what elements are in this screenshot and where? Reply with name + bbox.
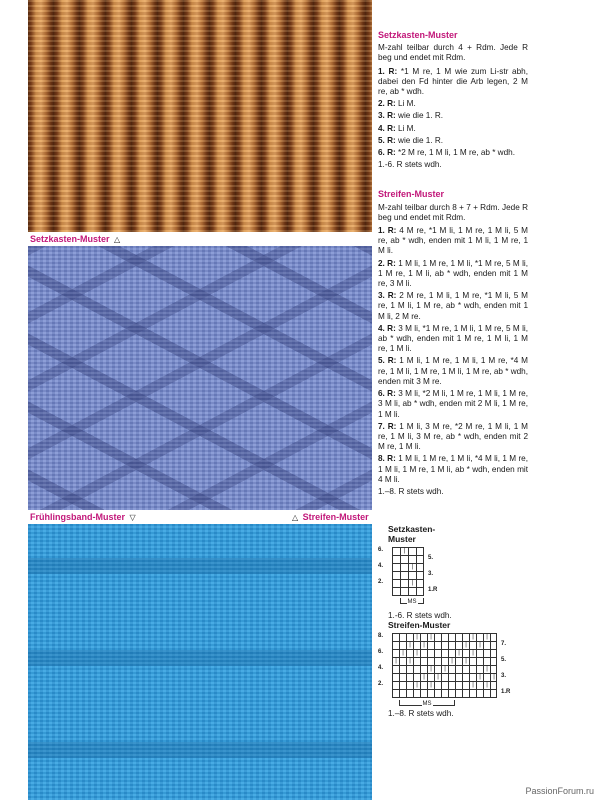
stitch-cell xyxy=(399,681,406,689)
stitch-cell xyxy=(448,689,455,697)
row-label: 3. xyxy=(428,571,434,577)
stitch-cell xyxy=(455,689,462,697)
stitch-cell xyxy=(441,633,448,641)
stitch-cell xyxy=(392,649,399,657)
row-text: 3 M li, *1 M re, 1 M li, 1 M re, 5 M li, ab * wdh, enden mit 1 M re, 1 M li, 1 M re, 1 M li. xyxy=(378,323,529,354)
stitch-cell xyxy=(448,633,455,641)
instruction-row xyxy=(378,356,528,387)
row-number: 2. R: xyxy=(378,258,396,268)
stitch-cell xyxy=(399,673,406,681)
instruction-row xyxy=(378,99,528,109)
chart-title-line: Setzkasten- xyxy=(388,524,436,534)
triangle-up-icon: △ xyxy=(292,513,299,522)
stitch-cell xyxy=(400,563,408,571)
row-text: 4 M re, *1 M li, 1 M re, 1 M li, 5 M re, ab * wdh, enden mit 1 M li, 1 M re, 1 M li. xyxy=(378,226,528,256)
stitch-cell xyxy=(392,579,400,587)
stitch-cell xyxy=(413,657,420,665)
stitch-cell xyxy=(427,641,434,649)
stitch-cell: | xyxy=(408,579,416,587)
stitch-cell xyxy=(400,587,408,595)
stitch-cell xyxy=(448,681,455,689)
streifen-intro: M-zahl teilbar durch 8 + 7 + Rdm. Jede R beg und endet mit Rdm. xyxy=(378,202,528,222)
stitch-cell xyxy=(413,673,420,681)
stitch-cell xyxy=(434,689,441,697)
stitch-cell: | xyxy=(420,641,427,649)
instruction-row xyxy=(378,454,528,485)
stitch-cell xyxy=(441,689,448,697)
stitch-cell xyxy=(469,673,476,681)
stitch-grid xyxy=(392,547,424,596)
row-number: 3. R: xyxy=(378,111,396,121)
ms-label: MS xyxy=(407,599,417,605)
stitch-cell xyxy=(462,665,469,673)
stitch-cell xyxy=(392,633,399,641)
stitch-cell xyxy=(399,689,406,697)
chart-title-line: Muster xyxy=(388,534,416,544)
stitch-cell xyxy=(476,649,483,657)
stitch-cell xyxy=(441,641,448,649)
stitch-cell: | xyxy=(490,673,497,681)
row-text: 1 M li, 3 M re, *2 M re, 1 M li, 1 M re, 1 M li, 3 M re, ab * wdh, enden mit 2 M re, 1 M li. xyxy=(378,421,528,452)
stitch-cell xyxy=(399,665,406,673)
stitch-cell xyxy=(490,641,497,649)
stitch-cell xyxy=(448,649,455,657)
stitch-cell xyxy=(392,571,400,579)
instruction-row xyxy=(378,422,528,453)
row-label: 8. xyxy=(378,633,384,639)
stitch-cell xyxy=(434,649,441,657)
row-label: 6. xyxy=(378,547,384,553)
stitch-cell xyxy=(392,547,400,555)
stitch-cell: | xyxy=(406,641,413,649)
stitch-cell: | xyxy=(483,665,490,673)
row-label: 2. xyxy=(378,681,384,687)
stitch-cell xyxy=(434,633,441,641)
stitch-cell xyxy=(420,681,427,689)
row-number: 5. R: xyxy=(378,356,397,366)
stitch-cell xyxy=(490,681,497,689)
row-label: 7. xyxy=(501,641,507,647)
row-number: 5. R: xyxy=(378,135,396,145)
ms-marker xyxy=(399,700,455,706)
triangle-down-icon: ▽ xyxy=(129,513,136,522)
row-text: Li M. xyxy=(398,123,416,133)
stitch-cell xyxy=(416,587,424,595)
stitch-cell xyxy=(434,641,441,649)
stitch-cell xyxy=(490,657,497,665)
stitch-cell xyxy=(490,665,497,673)
row-number: 1. R: xyxy=(378,226,397,236)
stitch-cell xyxy=(392,673,399,681)
row-number: 4. R: xyxy=(378,123,396,133)
chart-streifen xyxy=(378,620,528,718)
stitch-cell xyxy=(455,665,462,673)
stitch-cell: | xyxy=(413,649,420,657)
row-label: 6. xyxy=(378,649,384,655)
stitch-cell xyxy=(406,673,413,681)
ms-marker xyxy=(400,598,424,604)
stitch-cell xyxy=(455,673,462,681)
stitch-cell xyxy=(455,633,462,641)
row-label: 5. xyxy=(501,657,507,663)
stitch-cell xyxy=(483,641,490,649)
stitch-cell xyxy=(469,657,476,665)
stitch-cell: | xyxy=(392,657,399,665)
stitch-cell: | xyxy=(406,657,413,665)
section-title-streifen: Streifen-Muster xyxy=(378,189,445,200)
fruehlingsband-swatch-photo xyxy=(28,524,372,800)
row-number: 6. R: xyxy=(378,148,396,158)
stitch-cell: | xyxy=(427,681,434,689)
stitch-cell xyxy=(448,673,455,681)
row-label: 4. xyxy=(378,563,384,569)
instruction-row xyxy=(378,324,528,355)
row-text: 1 M li, 1 M re, 1 M li, *1 M re, 5 M li, 1 M re, 1 M li, ab * wdh, enden mit 1 M re, 3 M li. xyxy=(378,258,529,289)
caption-fruehlingsband xyxy=(30,512,138,522)
stitch-cell xyxy=(434,681,441,689)
stitch-cell xyxy=(448,641,455,649)
stitch-cell xyxy=(448,665,455,673)
stitch-cell xyxy=(420,665,427,673)
stitch-cell xyxy=(399,657,406,665)
stitch-cell xyxy=(392,681,399,689)
stitch-cell xyxy=(469,641,476,649)
row-label: 1.R xyxy=(428,587,438,593)
caption-label: Frühlingsband-Muster xyxy=(30,512,125,522)
stitch-cell xyxy=(434,657,441,665)
stitch-cell xyxy=(392,665,399,673)
instruction-row xyxy=(378,136,528,146)
stitch-cell: | xyxy=(469,649,476,657)
row-label: 4. xyxy=(378,665,384,671)
stitch-cell xyxy=(406,633,413,641)
instruction-row xyxy=(378,124,528,134)
stitch-cell xyxy=(476,689,483,697)
row-text: Li M. xyxy=(398,99,416,109)
stitch-cell xyxy=(400,571,408,579)
setzkasten-outro: 1.-6. R stets wdh. xyxy=(378,160,442,170)
setzkasten-intro: M-zahl teilbar durch 4 + Rdm. Jede R beg und endet mit Rdm. xyxy=(378,43,528,63)
instruction-row xyxy=(378,226,528,257)
stitch-cell xyxy=(400,555,408,563)
row-number: 7. R: xyxy=(378,421,397,431)
row-number: 8. R: xyxy=(378,454,396,464)
watermark: PassionForum.ru xyxy=(525,786,594,796)
stitch-cell xyxy=(399,641,406,649)
row-text: wie die 1. R. xyxy=(398,135,444,145)
stitch-cell xyxy=(483,649,490,657)
stitch-cell xyxy=(406,649,413,657)
chart-footnote: 1.–8. R stets wdh. xyxy=(388,709,454,718)
chart-title xyxy=(388,524,498,544)
stitch-cell: | xyxy=(476,641,483,649)
triangle-up-icon: △ xyxy=(114,235,121,244)
stitch-cell xyxy=(469,689,476,697)
stitch-cell xyxy=(406,665,413,673)
chart-grid-wrap xyxy=(378,547,498,605)
ms-label: MS xyxy=(422,701,432,707)
stitch-cell xyxy=(434,665,441,673)
instruction-row xyxy=(378,148,528,158)
row-number: 6. R: xyxy=(378,389,396,399)
instruction-row xyxy=(378,111,528,121)
row-label: 2. xyxy=(378,579,384,585)
row-label: 5. xyxy=(428,555,434,561)
caption-setzkasten xyxy=(30,234,122,244)
instructions-column xyxy=(378,30,528,500)
row-text: 2 M re, 1 M li, 1 M re, *1 M li, 5 M re, 1 M li, 1 M re, ab * wdh, enden mit 1 M li, 2 M re. xyxy=(378,291,528,321)
stitch-cell: | xyxy=(441,665,448,673)
streifen-outro: 1.–8. R stets wdh. xyxy=(378,486,444,496)
stitch-cell xyxy=(400,579,408,587)
caption-label: Setzkasten-Muster xyxy=(30,234,110,244)
caption-label: Streifen-Muster xyxy=(302,512,369,522)
row-text: 1 M li, 1 M re, 1 M li, *4 M li, 1 M re, 1 M li, 1 M re, 1 M li, ab * wdh, enden mit 4 M li. xyxy=(378,454,529,484)
setzkasten-blue-swatch-photo xyxy=(28,246,372,510)
stitch-cell: | xyxy=(462,641,469,649)
stitch-cell xyxy=(476,665,483,673)
stitch-cell xyxy=(413,641,420,649)
stitch-cell xyxy=(408,555,416,563)
stitch-cell xyxy=(416,563,424,571)
stitch-cell xyxy=(490,689,497,697)
stitch-cell xyxy=(469,665,476,673)
setzkasten-rows xyxy=(378,67,528,159)
stitch-cell xyxy=(416,579,424,587)
stitch-cell xyxy=(427,689,434,697)
stitch-cell: | xyxy=(413,633,420,641)
streifen-rows xyxy=(378,226,528,485)
stitch-cell xyxy=(420,689,427,697)
stitch-cell xyxy=(476,657,483,665)
stitch-cell: | xyxy=(476,673,483,681)
chart-title: Streifen-Muster xyxy=(388,620,451,630)
row-label: 3. xyxy=(501,673,507,679)
row-text: *2 M re, 1 M li, 1 M re, ab * wdh. xyxy=(398,148,515,158)
chart-setzkasten xyxy=(378,524,498,620)
row-number: 4. R: xyxy=(378,323,396,333)
stitch-cell: | xyxy=(400,547,408,555)
instruction-row xyxy=(378,389,528,420)
stitch-cell xyxy=(462,649,469,657)
stitch-cell xyxy=(441,681,448,689)
row-label: 1.R xyxy=(501,689,511,695)
row-number: 3. R: xyxy=(378,291,397,301)
stitch-cell: | xyxy=(427,665,434,673)
stitch-cell xyxy=(408,571,416,579)
stitch-cell xyxy=(413,665,420,673)
stitch-cell: | xyxy=(408,563,416,571)
stitch-cell xyxy=(483,657,490,665)
stitch-cell: | xyxy=(462,657,469,665)
stitch-cell: | xyxy=(469,681,476,689)
stitch-cell xyxy=(406,681,413,689)
stitch-cell xyxy=(420,657,427,665)
stitch-cell xyxy=(455,681,462,689)
stitch-cell xyxy=(416,547,424,555)
stitch-cell xyxy=(490,649,497,657)
stitch-cell xyxy=(392,587,400,595)
stitch-cell: | xyxy=(427,633,434,641)
stitch-cell xyxy=(483,673,490,681)
stitch-cell xyxy=(408,547,416,555)
stitch-cell xyxy=(427,657,434,665)
row-text: *1 M re, 1 M wie zum Li-str abh, dabei den Fd hinter die Arb legen, 2 M re, ab * wdh. xyxy=(378,66,528,97)
stitch-grid xyxy=(392,633,497,698)
stitch-cell xyxy=(455,657,462,665)
stitch-cell: | xyxy=(483,681,490,689)
stitch-cell xyxy=(399,633,406,641)
stitch-cell xyxy=(462,633,469,641)
stitch-cell: | xyxy=(399,649,406,657)
chart-footnote: 1.-6. R stets wdh. xyxy=(388,611,452,620)
stitch-cell xyxy=(408,587,416,595)
stitch-cell: | xyxy=(469,633,476,641)
row-text: 1 M li, 1 M re, 1 M li, 1 M re, *4 M re, 1 M li, 1 M re, 1 M li, 1 M re, ab * wdh, enden mit 3 M re. xyxy=(378,356,528,386)
row-text: wie die 1. R. xyxy=(398,111,444,121)
row-number: 1. R: xyxy=(378,66,398,76)
stitch-cell: | xyxy=(413,681,420,689)
stitch-cell xyxy=(490,633,497,641)
stitch-cell xyxy=(392,555,400,563)
stitch-cell xyxy=(427,673,434,681)
stitch-cell xyxy=(476,681,483,689)
instruction-row xyxy=(378,291,528,322)
stitch-cell xyxy=(406,689,413,697)
stitch-cell xyxy=(427,649,434,657)
stitch-cell xyxy=(420,649,427,657)
stitch-cell xyxy=(441,657,448,665)
stitch-cell xyxy=(462,681,469,689)
stitch-cell xyxy=(476,633,483,641)
stitch-cell xyxy=(416,555,424,563)
stitch-cell: | xyxy=(420,673,427,681)
instruction-row xyxy=(378,67,528,98)
stitch-cell xyxy=(483,689,490,697)
chart-grid-wrap xyxy=(378,633,528,707)
row-number: 2. R: xyxy=(378,99,396,109)
caption-streifen xyxy=(290,512,369,522)
stitch-cell xyxy=(392,563,400,571)
stitch-cell xyxy=(455,641,462,649)
stitch-cell xyxy=(413,689,420,697)
section-title-setzkasten: Setzkasten-Muster xyxy=(378,30,458,40)
stitch-cell: | xyxy=(448,657,455,665)
stitch-cell xyxy=(441,649,448,657)
stitch-cell: | xyxy=(483,633,490,641)
instruction-row xyxy=(378,259,528,290)
stitch-cell xyxy=(441,673,448,681)
stitch-cell: | xyxy=(434,673,441,681)
stitch-cell xyxy=(462,689,469,697)
stitch-cell xyxy=(392,689,399,697)
row-text: 3 M li, *2 M li, 1 M re, 1 M li, 1 M re, 3 M li, ab * wdh, enden mit 2 M li, 1 M re, 1 M li. xyxy=(378,389,529,419)
stitch-cell xyxy=(420,633,427,641)
stitch-cell xyxy=(462,673,469,681)
stitch-cell xyxy=(416,571,424,579)
stitch-cell xyxy=(392,641,399,649)
stitch-cell: | xyxy=(455,649,462,657)
setzkasten-swatch-photo xyxy=(28,0,372,232)
